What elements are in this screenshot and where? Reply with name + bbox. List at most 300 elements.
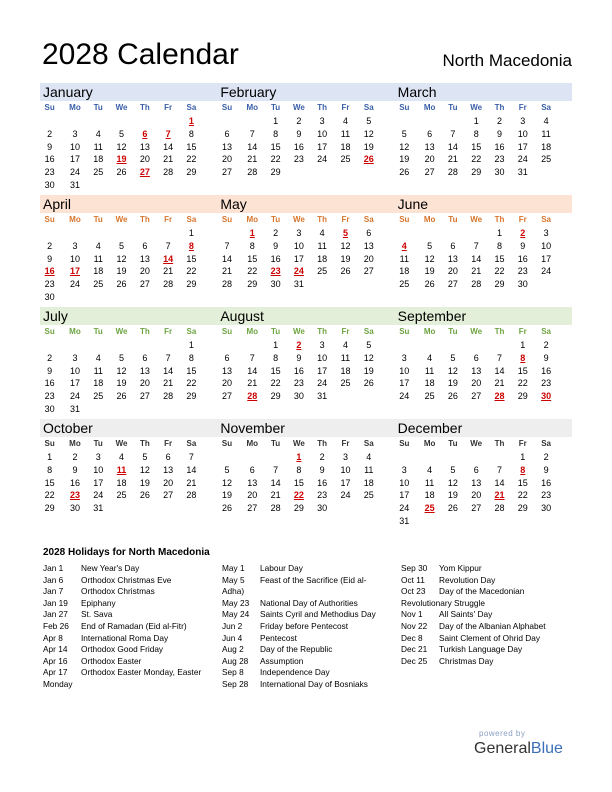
week-row xyxy=(395,477,572,490)
weekday-label: Mo xyxy=(246,439,259,448)
day-cell: 6 xyxy=(142,352,148,363)
day-cell: 10 xyxy=(317,352,328,363)
holidays-title: 2028 Holidays for North Macedonia xyxy=(43,547,210,558)
holiday-item xyxy=(401,575,579,587)
day-cell xyxy=(87,227,110,240)
holiday-date: Dec 25 xyxy=(401,655,428,666)
day-cell: 22 xyxy=(186,378,197,389)
holiday-item xyxy=(222,575,400,587)
quarter-row xyxy=(40,83,572,195)
week-row xyxy=(217,115,394,128)
holiday-day: 4 xyxy=(401,240,407,251)
month-april xyxy=(40,195,217,307)
day-cell: 6 xyxy=(450,240,456,251)
day-cell: 5 xyxy=(119,352,125,363)
day-cell: 24 xyxy=(69,279,80,290)
day-cell: 13 xyxy=(471,477,482,488)
weekday-label: Sa xyxy=(186,327,197,336)
day-cell: 25 xyxy=(399,279,410,290)
holiday-item xyxy=(222,679,400,691)
week-row xyxy=(217,477,394,490)
weekday-label: Tu xyxy=(93,103,103,112)
holiday-day: 25 xyxy=(424,503,435,514)
day-cell: 18 xyxy=(93,154,104,165)
day-cell: 13 xyxy=(363,240,374,251)
holiday-date: Feb 26 xyxy=(43,620,69,631)
day-cell xyxy=(418,227,441,240)
day-cell xyxy=(180,502,203,515)
day-cell: 25 xyxy=(116,490,127,501)
holiday-item xyxy=(43,598,221,610)
weekday-header xyxy=(40,325,217,339)
day-cell: 1 xyxy=(520,452,526,462)
week-row xyxy=(395,227,572,240)
day-cell xyxy=(40,227,63,240)
day-cell xyxy=(534,278,557,291)
day-cell xyxy=(217,227,240,240)
quarter-row xyxy=(40,419,572,531)
month-name: March xyxy=(395,83,572,101)
day-cell: 17 xyxy=(340,477,351,488)
day-cell: 20 xyxy=(471,378,482,389)
day-cell: 19 xyxy=(363,365,374,376)
holiday-name: Labour Day xyxy=(260,563,303,573)
day-cell: 16 xyxy=(69,477,80,488)
week-row xyxy=(217,489,394,502)
weekday-label: Su xyxy=(399,103,410,112)
day-cell: 27 xyxy=(139,391,150,402)
day-cell xyxy=(441,339,464,352)
weekday-label: Su xyxy=(221,439,233,448)
day-cell: 7 xyxy=(496,352,502,363)
day-cell: 10 xyxy=(69,141,80,152)
day-cell: 22 xyxy=(247,266,258,277)
day-cell: 29 xyxy=(270,167,281,178)
weekday-label: Sa xyxy=(186,103,197,112)
day-cell: 30 xyxy=(517,279,528,290)
day-cell: 17 xyxy=(399,378,410,389)
day-cell: 8 xyxy=(249,240,255,251)
holiday-item xyxy=(401,621,579,633)
day-cell: 5 xyxy=(119,240,125,251)
weekday-label: Su xyxy=(399,215,410,224)
weekday-label: We xyxy=(292,103,305,112)
holiday-date: Aug 2 xyxy=(222,644,244,655)
brand-logo[interactable] xyxy=(474,740,563,758)
day-cell: 10 xyxy=(317,128,328,139)
day-cell: 22 xyxy=(270,154,281,165)
day-cell: 14 xyxy=(186,464,197,475)
holiday-date: Dec 21 xyxy=(401,644,428,655)
day-cell xyxy=(180,403,203,416)
weekday-header xyxy=(217,213,394,227)
holiday-day: 8 xyxy=(188,240,194,251)
day-cell: 1 xyxy=(496,228,502,238)
holiday-date: Jan 19 xyxy=(43,597,68,608)
day-cell: 9 xyxy=(296,128,302,139)
day-cell xyxy=(357,278,380,291)
day-cell: 19 xyxy=(424,266,435,277)
day-cell: 23 xyxy=(44,279,55,290)
week-row xyxy=(217,502,394,515)
holiday-date: Apr 14 xyxy=(43,644,68,655)
day-cell: 4 xyxy=(366,452,372,462)
day-cell: 23 xyxy=(494,154,505,165)
weekday-label: Sa xyxy=(186,439,197,448)
day-cell: 28 xyxy=(447,167,458,178)
holiday-day: 16 xyxy=(44,266,55,277)
holiday-name: New Year's Day xyxy=(81,563,140,573)
month-september xyxy=(395,307,572,419)
day-cell: 19 xyxy=(363,141,374,152)
day-cell: 11 xyxy=(93,253,103,264)
holiday-item xyxy=(43,575,221,587)
day-cell: 27 xyxy=(221,167,232,178)
week-row xyxy=(217,128,394,141)
month-name: August xyxy=(217,307,394,325)
day-cell: 24 xyxy=(317,154,328,165)
day-cell: 6 xyxy=(249,464,255,475)
holiday-column-2 xyxy=(222,563,400,691)
holiday-item xyxy=(401,656,579,668)
holiday-column-3 xyxy=(401,563,579,667)
day-cell: 13 xyxy=(163,464,174,475)
day-cell: 20 xyxy=(163,477,174,488)
weekday-label: Su xyxy=(44,103,55,112)
day-cell: 11 xyxy=(317,240,327,251)
day-cell: 22 xyxy=(270,378,281,389)
weekday-label: Tu xyxy=(93,215,103,224)
week-row xyxy=(40,352,217,365)
holiday-date: Sep 28 xyxy=(222,678,249,689)
day-cell: 12 xyxy=(424,253,435,264)
week-row xyxy=(217,377,394,390)
day-cell: 14 xyxy=(247,365,258,376)
week-row xyxy=(217,153,394,166)
day-cell: 2 xyxy=(319,452,325,462)
day-cell: 30 xyxy=(541,503,552,514)
weekday-header xyxy=(40,101,217,115)
week-row xyxy=(217,141,394,154)
day-cell: 4 xyxy=(95,128,101,139)
day-cell: 25 xyxy=(93,391,104,402)
week-row xyxy=(217,253,394,266)
weekday-label: We xyxy=(470,103,483,112)
week-row xyxy=(40,166,217,179)
holiday-day: 17 xyxy=(69,266,80,277)
day-cell xyxy=(441,115,464,128)
holiday-name: All Saints' Day xyxy=(439,609,493,620)
weekday-label: Th xyxy=(139,103,150,112)
day-cell: 19 xyxy=(116,378,127,389)
day-cell: 21 xyxy=(163,154,174,165)
weekday-label: Mo xyxy=(69,215,81,224)
day-cell: 4 xyxy=(319,228,325,238)
day-cell: 3 xyxy=(72,128,78,139)
holiday-name: Independence Day xyxy=(260,667,330,678)
day-cell: 11 xyxy=(424,365,435,376)
day-cell: 14 xyxy=(447,141,458,152)
week-row xyxy=(395,339,572,352)
week-row xyxy=(40,265,217,278)
day-cell: 4 xyxy=(95,352,101,363)
day-cell: 10 xyxy=(517,128,528,139)
weekday-label: Fr xyxy=(164,215,173,224)
day-cell: 3 xyxy=(72,352,78,363)
day-cell: 2 xyxy=(47,128,53,139)
day-cell: 21 xyxy=(186,477,197,488)
day-cell: 1 xyxy=(473,116,479,126)
day-cell: 30 xyxy=(44,291,55,302)
day-cell: 28 xyxy=(163,279,174,290)
day-cell: 11 xyxy=(93,365,103,376)
day-cell: 17 xyxy=(541,253,552,264)
day-cell: 17 xyxy=(69,154,80,165)
weekday-label: Mo xyxy=(423,439,436,448)
weekday-label: Sa xyxy=(541,327,551,336)
weekday-label: Sa xyxy=(363,439,374,448)
day-cell: 23 xyxy=(541,490,552,501)
holiday-day: 23 xyxy=(69,490,80,501)
day-cell: 1 xyxy=(47,452,53,462)
weekday-label: Fr xyxy=(341,103,350,112)
day-cell: 15 xyxy=(471,141,482,152)
day-cell xyxy=(110,227,133,240)
day-cell: 5 xyxy=(224,464,230,475)
weekday-label: Fr xyxy=(518,439,527,448)
holiday-name: Orthodox Christmas xyxy=(81,586,155,597)
weekday-label: We xyxy=(292,439,305,448)
day-cell: 20 xyxy=(447,266,458,277)
day-cell: 5 xyxy=(142,452,148,462)
day-cell: 9 xyxy=(543,352,549,363)
weekday-label: Th xyxy=(494,439,505,448)
holiday-name: Monday xyxy=(43,678,73,689)
day-cell: 31 xyxy=(399,515,410,526)
holiday-name: Day of the Republic xyxy=(260,644,333,655)
day-cell: 7 xyxy=(224,240,230,251)
day-cell xyxy=(133,115,156,128)
day-cell: 28 xyxy=(186,490,197,501)
day-cell: 15 xyxy=(270,365,281,376)
day-cell: 17 xyxy=(293,253,304,264)
weekday-header xyxy=(395,437,572,451)
day-cell: 20 xyxy=(139,378,150,389)
day-cell: 20 xyxy=(247,490,258,501)
day-cell: 13 xyxy=(471,365,482,376)
day-cell: 22 xyxy=(471,154,482,165)
holiday-name: Friday before Pentecost xyxy=(260,620,349,631)
day-cell xyxy=(241,339,264,352)
day-cell: 13 xyxy=(139,141,150,152)
day-cell: 16 xyxy=(44,154,55,165)
holiday-item xyxy=(43,586,221,598)
day-cell: 22 xyxy=(517,490,528,501)
week-row xyxy=(40,291,217,304)
holiday-item xyxy=(401,644,579,656)
day-cell: 11 xyxy=(399,253,409,264)
holiday-item xyxy=(222,586,400,598)
month-january xyxy=(40,83,217,195)
week-row xyxy=(395,153,572,166)
day-cell: 17 xyxy=(317,141,328,152)
weekday-label: Fr xyxy=(164,103,173,112)
day-cell: 6 xyxy=(427,128,433,139)
day-cell: 22 xyxy=(186,154,197,165)
weekday-label: Sa xyxy=(541,215,551,224)
week-row xyxy=(395,464,572,477)
weekday-label: Mo xyxy=(246,327,259,336)
day-cell: 26 xyxy=(139,490,150,501)
day-cell: 5 xyxy=(366,340,372,350)
day-cell: 3 xyxy=(520,116,526,126)
day-cell: 13 xyxy=(139,365,150,376)
day-cell xyxy=(418,451,441,464)
day-cell: 30 xyxy=(270,279,281,290)
day-cell: 4 xyxy=(427,352,433,363)
day-cell: 8 xyxy=(473,128,479,139)
day-cell: 16 xyxy=(270,253,281,264)
day-cell: 12 xyxy=(116,141,127,152)
holiday-name: Day of the Macedonian xyxy=(439,586,525,597)
month-name: October xyxy=(40,419,217,437)
month-march xyxy=(395,83,572,195)
day-cell: 3 xyxy=(401,464,407,475)
day-cell: 23 xyxy=(44,391,55,402)
day-cell xyxy=(418,515,441,528)
weekday-label: We xyxy=(115,103,128,112)
day-cell xyxy=(87,339,110,352)
weekday-label: Su xyxy=(399,327,410,336)
day-cell xyxy=(441,451,464,464)
day-cell xyxy=(217,115,240,128)
week-row xyxy=(40,502,217,515)
day-cell: 4 xyxy=(119,452,125,462)
day-cell xyxy=(40,339,63,352)
day-cell: 27 xyxy=(163,490,174,501)
day-cell: 23 xyxy=(293,154,304,165)
day-cell: 26 xyxy=(447,503,458,514)
week-row xyxy=(40,240,217,253)
day-cell: 3 xyxy=(72,240,78,251)
week-row xyxy=(40,179,217,192)
day-cell: 19 xyxy=(447,378,458,389)
week-row xyxy=(40,115,217,128)
day-cell: 7 xyxy=(450,128,456,139)
day-cell: 12 xyxy=(363,128,374,139)
day-cell: 13 xyxy=(221,141,232,152)
weekday-label: Sa xyxy=(363,103,374,112)
day-cell: 29 xyxy=(517,391,528,402)
day-cell: 29 xyxy=(44,503,55,514)
day-cell xyxy=(180,291,203,304)
day-cell xyxy=(357,390,380,403)
holiday-name: International Day of Bosniaks xyxy=(260,678,368,689)
holiday-day: 26 xyxy=(363,154,374,165)
weekday-label: We xyxy=(115,327,128,336)
day-cell: 30 xyxy=(293,391,304,402)
day-cell: 17 xyxy=(317,365,328,376)
day-cell: 9 xyxy=(496,128,502,139)
day-cell xyxy=(156,502,179,515)
day-cell: 26 xyxy=(399,167,410,178)
week-row xyxy=(395,377,572,390)
day-cell: 21 xyxy=(247,154,258,165)
day-cell: 1 xyxy=(520,340,526,350)
holiday-date: Jun 2 xyxy=(222,620,243,631)
day-cell: 20 xyxy=(139,266,150,277)
week-row xyxy=(217,227,394,240)
month-name: May xyxy=(217,195,394,213)
day-cell: 27 xyxy=(139,279,150,290)
day-cell: 1 xyxy=(273,340,279,350)
day-cell: 8 xyxy=(296,464,302,475)
day-cell: 18 xyxy=(399,266,410,277)
weekday-label: Fr xyxy=(164,439,173,448)
day-cell: 26 xyxy=(340,266,351,277)
day-cell: 25 xyxy=(317,266,328,277)
day-cell: 3 xyxy=(296,228,302,238)
day-cell xyxy=(63,227,86,240)
day-cell: 30 xyxy=(44,403,55,414)
weekday-header xyxy=(217,325,394,339)
day-cell xyxy=(110,403,133,416)
day-cell: 25 xyxy=(541,154,552,165)
holiday-item xyxy=(222,656,400,668)
day-cell: 10 xyxy=(93,464,104,475)
day-cell xyxy=(133,502,156,515)
weekday-label: Th xyxy=(494,215,505,224)
weekday-header xyxy=(395,213,572,227)
day-cell xyxy=(357,502,380,515)
day-cell: 11 xyxy=(93,141,103,152)
day-cell xyxy=(534,515,557,528)
day-cell xyxy=(156,227,179,240)
day-cell xyxy=(156,339,179,352)
day-cell: 26 xyxy=(116,279,127,290)
holiday-day: 19 xyxy=(116,154,127,165)
month-october xyxy=(40,419,217,531)
day-cell: 10 xyxy=(541,240,552,251)
day-cell: 3 xyxy=(319,340,325,350)
day-cell: 27 xyxy=(471,503,482,514)
holiday-name: Revolutionary Struggle xyxy=(401,597,485,608)
weekday-label: Tu xyxy=(270,215,281,224)
weekday-label: Tu xyxy=(93,439,103,448)
month-august xyxy=(217,307,394,419)
month-june xyxy=(395,195,572,307)
day-cell: 26 xyxy=(116,391,127,402)
day-cell: 1 xyxy=(273,116,279,126)
month-name: January xyxy=(40,83,217,101)
weekday-label: Tu xyxy=(270,103,281,112)
holiday-day: 1 xyxy=(188,116,194,126)
week-row xyxy=(217,339,394,352)
day-cell xyxy=(110,115,133,128)
day-cell xyxy=(133,403,156,416)
weekday-label: Th xyxy=(494,103,505,112)
day-cell: 15 xyxy=(186,253,197,264)
weekday-label: We xyxy=(115,215,128,224)
day-cell: 28 xyxy=(270,503,281,514)
quarter-row xyxy=(40,307,572,419)
day-cell xyxy=(63,291,86,304)
day-cell xyxy=(488,451,511,464)
day-cell: 20 xyxy=(471,490,482,501)
day-cell: 15 xyxy=(186,365,197,376)
weekday-label: Su xyxy=(44,327,55,336)
day-cell: 18 xyxy=(93,266,104,277)
